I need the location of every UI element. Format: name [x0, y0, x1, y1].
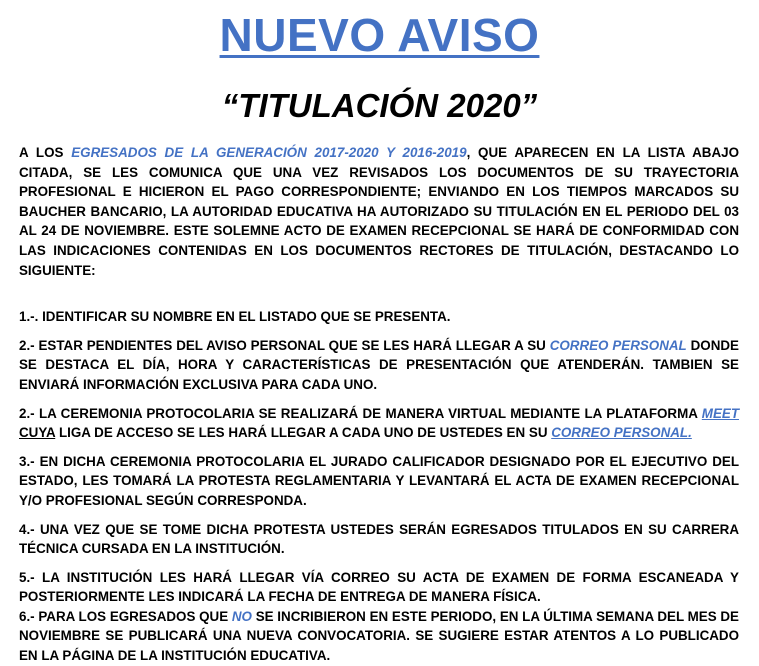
item-7	[19, 607, 739, 666]
cuya-underlined: CUYA	[19, 425, 56, 441]
generation-highlight: EGRESADOS DE LA GENERACIÓN 2017-2020 Y 2016-2019	[71, 145, 467, 160]
notice-body	[19, 143, 739, 666]
intro-text-start: A LOS	[19, 145, 72, 160]
notice-subtitle: “TITULACIÓN 2020”	[221, 87, 538, 124]
item-6: 5.- LA INSTITUCIÓN LES HARÁ LLEGAR VÍA CORREO SU ACTA DE EXAMEN DE FORMA ESCANEADA Y POSTERIORMENTE LES INDICARÁ LA FECHA DE ENTREGA DE MANERA FÍSICA.	[19, 569, 739, 605]
meet-link[interactable]: MEET	[701, 405, 739, 421]
item-4: 3.- EN DICHA CEREMONIA PROTOCOLARIA EL JURADO CALIFICADOR DESIGNADO POR EL EJECUTIVO DEL ESTADO, LES TOMARÁ LA PROTESTA REGLAMENTARIA Y LEVANTARÁ EL ACTA DE EXAMEN RECEPCIONAL Y/O PROFESIONAL SEGÚN CORRESPONDA.	[19, 453, 739, 508]
intro-paragraph	[19, 143, 739, 280]
intro-text-rest: , QUE APARECEN EN LA LISTA ABAJO CITADA, SE LES COMUNICA QUE UNA VEZ REVISADOS LOS DOCUMENTOS DE SU TRAYECTORIA PROFESIONAL E HICIERON EL PAGO CORRESPONDIENTE; ENVIANDO EN LOS TIEMPOS MARCADOS SU BAUCHER BANCARIO, LA AUTORIDAD EDUCATIVA HA AUTORIZADO SU TITULACIÓN EN EL PERIODO DEL 03 AL 24 DE NOVIEMBRE. ESTE SOLEMNE ACTO DE EXAMEN RECEPCIONAL SE HARÁ DE CONFORMIDAD CON LAS INDICACIONES CONTENIDAS EN LOS DOCUMENTOS RECTORES DE TITULACIÓN, DESTACANDO LO SIGUIENTE:	[19, 145, 740, 278]
item-7-text-rest: SE INCRIBIERON EN ESTE PERIODO, EN LA ÚLTIMA SEMANA DEL MES DE NOVIEMBRE SE PUBLICARÁ UNA NUEVA CONVOCATORIA. SE SUGIERE ESTAR ATENTOS A LO PUBLICADO EN LA PÁGINA DE LA INSTITUCIÓN EDUCATIVA.	[19, 608, 739, 664]
notice-title: NUEVO AVISO	[219, 9, 540, 61]
correo-personal-link[interactable]: CORREO PERSONAL.	[551, 425, 692, 441]
correo-personal-highlight: CORREO PERSONAL	[549, 337, 687, 353]
item-3	[19, 404, 739, 443]
no-highlight: NO	[231, 608, 252, 624]
item-2-text-rest: DONDE SE DESTACA EL DÍA, HORA Y CARACTERÍSTICAS DE PRESENTACIÓN QUE ATENDERÁN. TAMBIEN SE ENVIARÁ INFORMACIÓN EXCLUSIVA PARA CADA UNO.	[19, 337, 739, 392]
item-1: 1.-. IDENTIFICAR SU NOMBRE EN EL LISTADO QUE SE PRESENTA.	[19, 309, 451, 325]
item-2-text-start: 2.- ESTAR PENDIENTES DEL AVISO PERSONAL QUE SE LES HARÁ LLEGAR A SU	[19, 337, 550, 353]
item-3-text-mid: LIGA DE ACCESO SE LES HARÁ LLEGAR A CADA UNO DE USTEDES EN SU	[55, 425, 552, 441]
item-2	[19, 336, 739, 395]
item-7-text-start: 6.- PARA LOS EGRESADOS QUE	[19, 608, 232, 624]
item-3-text-start: 2.- LA CEREMONIA PROTOCOLARIA SE REALIZARÁ DE MANERA VIRTUAL MEDIANTE LA PLATAFORMA	[19, 405, 702, 421]
item-5: 4.- UNA VEZ QUE SE TOME DICHA PROTESTA USTEDES SERÁN EGRESADOS TITULADOS EN SU CARRERA TÉCNICA CURSADA EN LA INSTITUCIÓN.	[19, 521, 739, 557]
